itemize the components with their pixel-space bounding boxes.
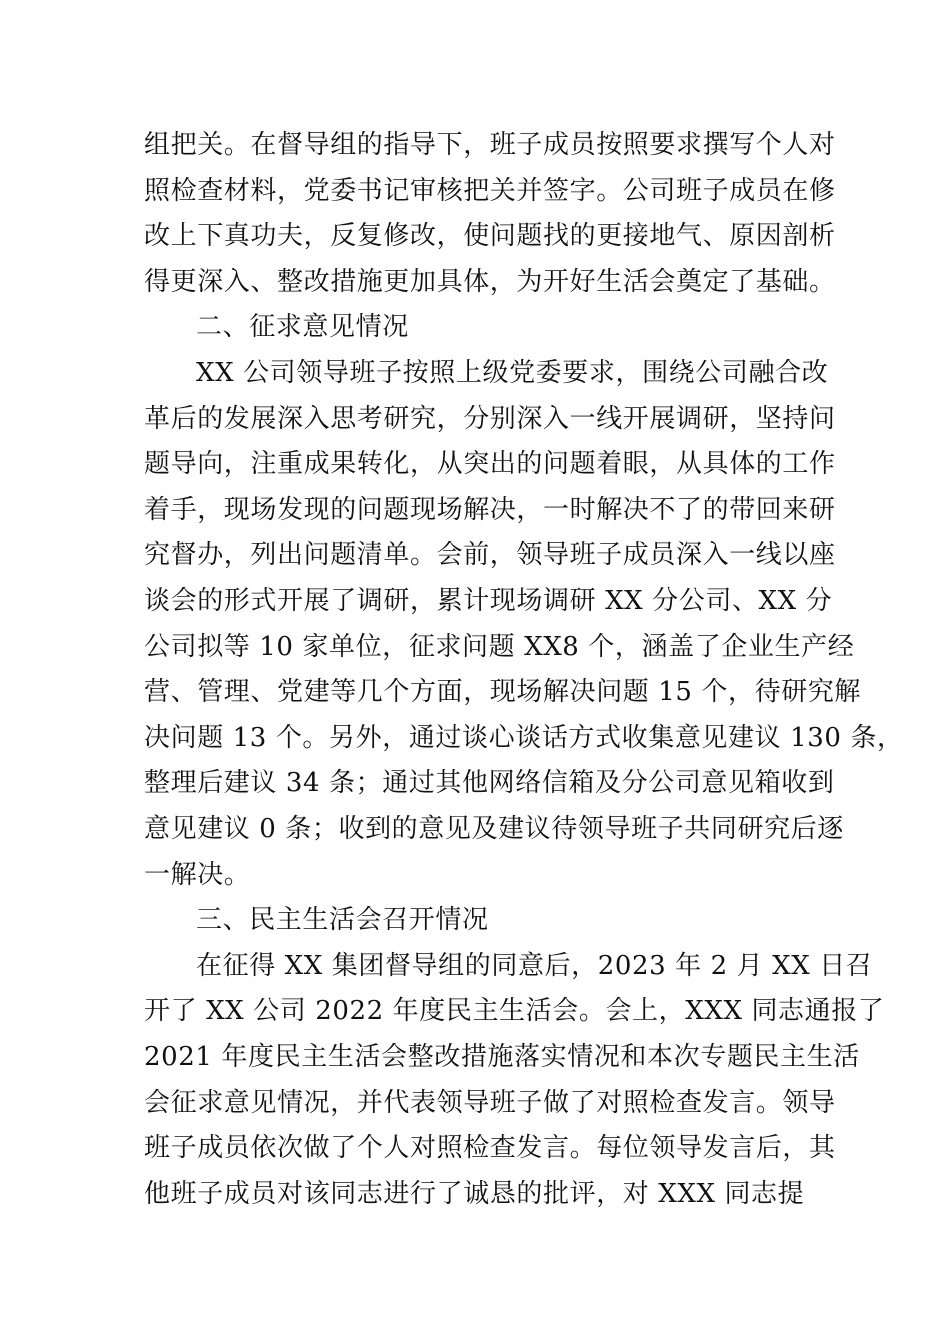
paragraph-line: 会征求意见情况，并代表领导班子做了对照检查发言。领导 — [144, 1088, 836, 1118]
paragraph-line: 班子成员依次做了个人对照检查发言。每位领导发言后，其 — [144, 1133, 836, 1163]
paragraph-line: 一解决。 — [144, 860, 251, 890]
paragraph-line: 组把关。在督导组的指导下，班子成员按照要求撰写个人对 — [144, 130, 836, 160]
paragraph-line: 究督办，列出问题清单。会前，领导班子成员深入一线以座 — [144, 540, 836, 570]
paragraph-line: XX 公司领导班子按照上级党委要求，围绕公司融合改 — [196, 358, 829, 388]
paragraph-line: 公司拟等 10 家单位，征求问题 XX8 个，涵盖了企业生产经 — [144, 632, 855, 662]
paragraph-line: 决问题 13 个。另外，通过谈心谈话方式收集意见建议 130 条， — [144, 723, 904, 753]
paragraph-line: 得更深入、整改措施更加具体，为开好生活会奠定了基础。 — [144, 267, 836, 297]
section-heading: 二、征求意见情况 — [196, 312, 409, 342]
paragraph-line: 在征得 XX 集团督导组的同意后，2023 年 2 月 XX 日召 — [196, 951, 873, 981]
paragraph-line: 2021 年度民主生活会整改措施落实情况和本次专题民主生活 — [144, 1042, 860, 1072]
paragraph-line: 意见建议 0 条；收到的意见及建议待领导班子共同研究后逐 — [144, 814, 844, 844]
paragraph-line: 谈会的形式开展了调研，累计现场调研 XX 分公司、XX 分 — [144, 586, 833, 616]
paragraph-line: 题导向，注重成果转化，从突出的问题着眼，从具体的工作 — [144, 449, 836, 479]
paragraph-line: 他班子成员对该同志进行了诚恳的批评，对 XXX 同志提 — [144, 1179, 805, 1209]
paragraph-line: 改上下真功夫，反复修改，使问题找的更接地气、原因剖析 — [144, 221, 836, 251]
paragraph-line: 革后的发展深入思考研究，分别深入一线开展调研，坚持问 — [144, 404, 836, 434]
section-heading: 三、民主生活会召开情况 — [196, 905, 489, 935]
paragraph-line: 营、管理、党建等几个方面，现场解决问题 15 个，待研究解 — [144, 677, 862, 707]
paragraph-line: 着手，现场发现的问题现场解决，一时解决不了的带回来研 — [144, 495, 836, 525]
paragraph-line: 照检查材料，党委书记审核把关并签字。公司班子成员在修 — [144, 176, 836, 206]
paragraph-line: 开了 XX 公司 2022 年度民主生活会。会上，XXX 同志通报了 — [144, 996, 885, 1026]
paragraph-line: 整理后建议 34 条；通过其他网络信箱及分公司意见箱收到 — [144, 768, 835, 798]
